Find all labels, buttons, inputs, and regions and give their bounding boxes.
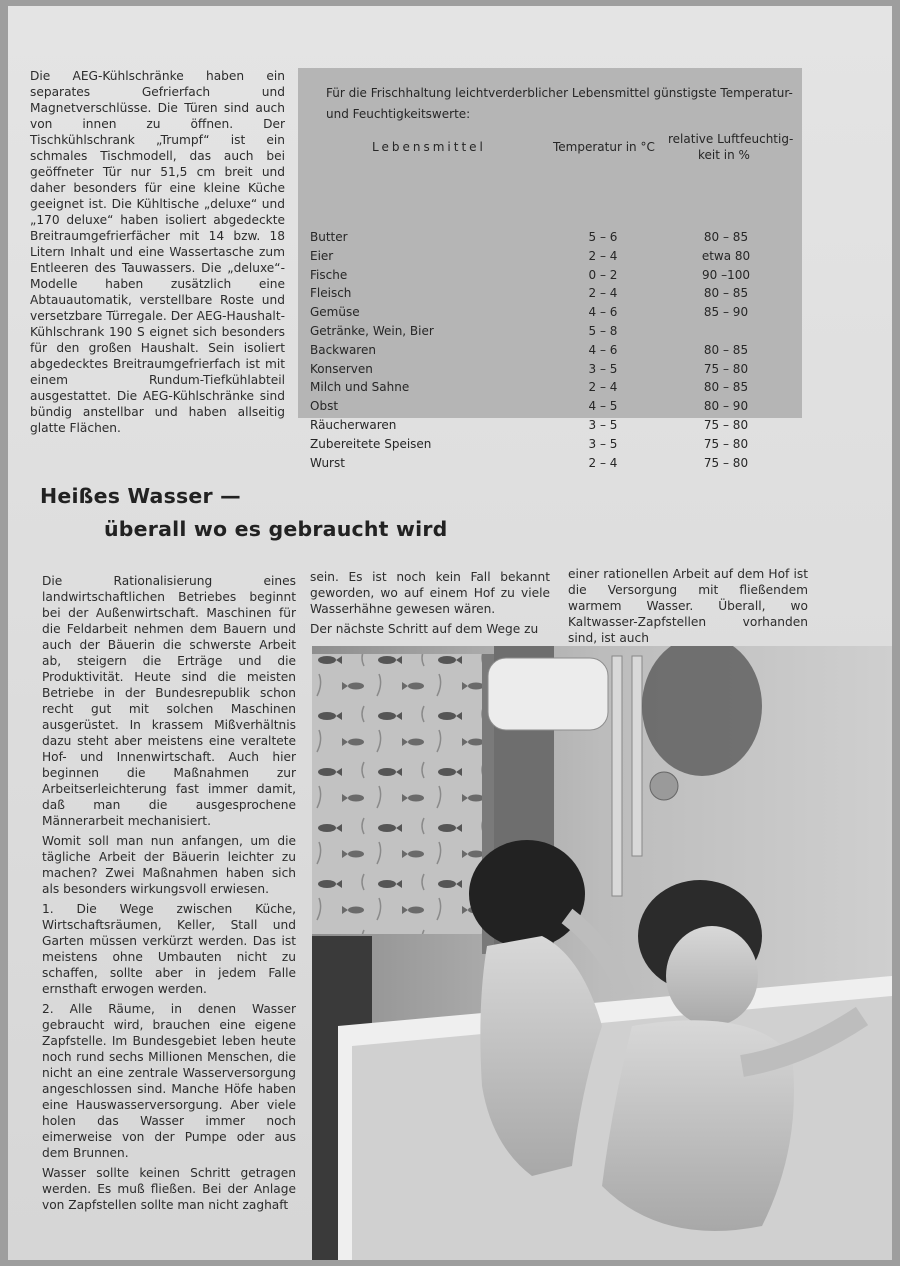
food-cell: Konserven [310,361,373,376]
col3-paragraph-1: einer rationellen Arbeit auf dem Hof ist die Versorgung mit fließendem warmem Wasser. Überall, wo Kaltwasser-Zapfstellen vorhanden sind, ist auch [568,567,808,645]
food-cell: Fische [310,267,348,282]
temperature-cell: 5 – 6 [588,230,618,244]
table-row [298,303,802,322]
col1-paragraph-2: Womit soll man nun anfangen, um die tägliche Arbeit der Bäuerin leichter zu machen? Zwei Maßnahmen haben sich als besonders wirkungsvoll erwiesen. [42,834,296,896]
article-column-1 [42,573,296,1217]
food-cell: Zubereitete Speisen [310,436,432,451]
humidity-cell: 75 – 80 [703,436,749,451]
article-heading-line1: Heißes Wasser — [40,484,241,508]
article-column-2 [310,569,550,641]
table-row [298,266,802,285]
humidity-cell: etwa 80 [701,248,751,263]
temperature-cell: 4 – 6 [588,342,618,357]
humidity-cell: 80 – 85 [703,380,749,395]
food-cell: Obst [310,399,339,414]
humidity-cell: 80 – 85 [703,286,749,301]
table-row [298,322,802,341]
table-row [298,397,802,416]
humidity-cell: 80 – 90 [703,399,749,414]
temperature-cell: 2 – 4 [588,248,618,263]
table-row [298,360,802,379]
food-cell: Räucherwaren [310,417,397,432]
intro-paragraph: Die AEG-Kühlschränke haben ein separates Gefrierfach und Magnetverschlüsse. Die Türen sind auch von innen zu öffnen. Der Tischkühlschrank „Trumpf“ ist ein schmales Tischmodell, das auch bei geöffneter Tür nur 51,5 cm breit und daher besonders für eine kleine Küche geeignet ist. Die Kühltische „deluxe“ und „170 deluxe“ haben isoliert abgedeckte Breitraumgefrierfächer mit 14 bzw. 18 Litern Inhalt und eine Wassertasche zum Entleeren des Tauwassers. Die „deluxe“-Modelle haben zusätzlich eine Abtauautomatik, verstellbare Roste und versetzbare Türregale. Der AEG-Haushalt-Kühlschrank 190 S eignet sich besonders für den großen Haushalt. Sein isoliert abgedecktes Breitraumgefrierfach ist mit einem Rundum-Tiefkühlabteil ausgestattet. Die AEG-Kühlschränke sind bündig anstellbar und haben allseitig glatte Flächen. [30,69,285,435]
intro-column [30,68,285,440]
table-row [298,228,802,247]
col1-paragraph-3: 1. Die Wege zwischen Küche, Wirtschaftsräumen, Keller, Stall und Garten müssen verkürzt werden. Das ist meistens ohne Umbauten nicht zu schaffen, sollte aber in jedem Falle ernsthaft erwogen werden. [42,902,296,996]
humidity-cell: 80 – 85 [703,342,749,357]
temperature-cell: 4 – 5 [588,399,618,414]
humidity-cell: 80 – 85 [703,230,749,244]
col2-paragraph-2: Der nächste Schritt auf dem Wege zu [310,622,539,636]
bathtub-photo [312,646,892,1260]
table-row [298,454,802,473]
food-cell: Backwaren [310,342,376,357]
food-cell: Getränke, Wein, Bier [310,323,434,338]
table-row [298,341,802,360]
temperature-cell: 0 – 2 [588,267,618,282]
header-humidity-2: keit in % [698,148,750,162]
temperature-cell: 3 – 5 [588,417,618,432]
temperature-cell: 4 – 6 [588,305,618,320]
humidity-cell: 85 – 90 [703,305,749,320]
col2-paragraph-1: sein. Es ist noch kein Fall bekannt geworden, wo auf einem Hof zu viele Wasserhähne gewesen wären. [310,570,550,616]
table-row [298,247,802,266]
food-cell: Fleisch [310,286,352,301]
food-cell: Butter [310,230,348,244]
header-temperature: Temperatur in °C [553,140,655,154]
food-cell: Gemüse [310,305,360,320]
humidity-cell: 75 – 80 [703,417,749,432]
header-food: Lebensmittel [372,140,486,154]
magazine-page [8,6,892,1260]
table-caption: Für die Frischhaltung leichtverderblicher Lebensmittel günstigste Temperatur- und Feuchtigkeitswerte: [326,86,793,121]
temperature-cell: 2 – 4 [588,286,618,301]
article-heading-line2: überall wo es gebraucht wird [104,517,448,541]
storage-table [298,228,802,472]
table-row [298,416,802,435]
temperature-cell: 3 – 5 [588,436,618,451]
table-row [298,284,802,303]
food-cell: Milch und Sahne [310,380,410,395]
temperature-cell: 2 – 4 [588,380,618,395]
header-humidity-1: relative Luftfeuchtig- [668,132,794,146]
col1-paragraph-1: Die Rationalisierung eines landwirtschaftlichen Betriebes beginnt bei der Außenwirtschaft. Maschinen für die Feldarbeit nehmen dem Bauern und auch der Bäuerin die schwerste Arbeit ab, steigern die Erträge und die Produktivität. Heute sind die meisten Betriebe in der Bundesrepublik schon recht gut mit solchen Maschinen ausgerüstet. In krassem Mißverhältnis dazu steht aber meistens eine veraltete Hof- und Innenwirtschaft. Auch hier beginnen die Maßnahmen zur Arbeitserleichterung fast immer damit, daß man die ausgesprochene Männerarbeit mechanisiert. [42,574,296,828]
article-column-3 [568,566,808,650]
storage-table-box [298,68,802,470]
col1-paragraph-4: 2. Alle Räume, in denen Wasser gebraucht wird, brauchen eine eigene Zapfstelle. Im Bundesgebiet leben heute noch rund sechs Millionen Menschen, die nicht an eine zentrale Wasserversorgung angeschlossen sind. Manche Höfe haben eine Hauswasserversorgung. Aber viele holen das Wasser immer noch eimerweise von der Pumpe oder aus dem Brunnen. [42,1002,296,1160]
table-row [298,435,802,454]
food-cell: Eier [310,248,334,263]
humidity-cell: 90 –100 [702,267,750,282]
temperature-cell: 5 – 8 [588,323,618,338]
humidity-cell: 75 – 80 [703,455,749,470]
humidity-cell: 75 – 80 [703,361,749,376]
temperature-cell: 2 – 4 [588,455,618,470]
table-row [298,378,802,397]
temperature-cell: 3 – 5 [588,361,618,376]
food-cell: Wurst [310,455,345,470]
col1-paragraph-5: Wasser sollte keinen Schritt getragen werden. Es muß fließen. Bei der Anlage von Zapfstellen sollte man nicht zaghaft [42,1166,296,1212]
